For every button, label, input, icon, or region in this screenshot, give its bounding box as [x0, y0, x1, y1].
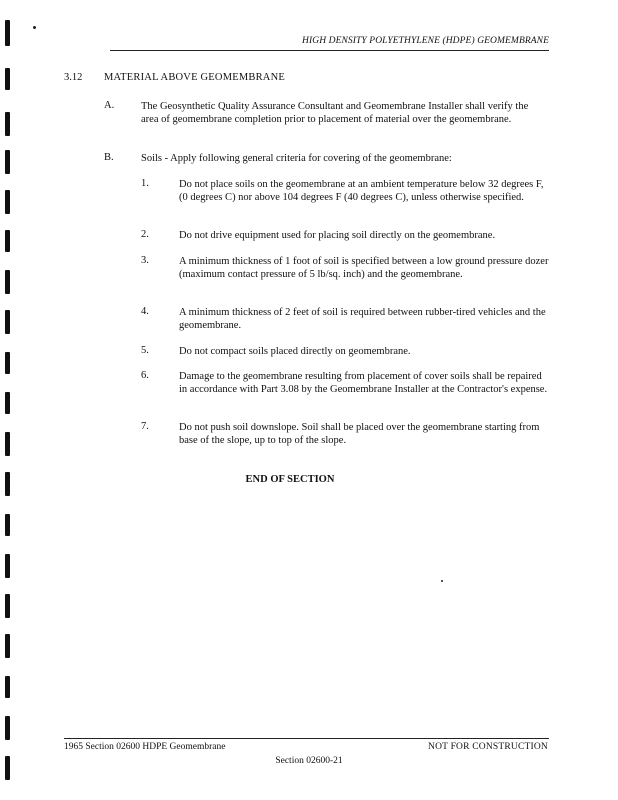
scan-speck [33, 26, 36, 29]
paragraph-label: B. [104, 152, 114, 163]
header-rule [110, 50, 549, 51]
binder-mark [5, 676, 10, 698]
binder-mark [5, 634, 10, 658]
list-item-text: Do not place soils on the geomembrane at an ambient temperature below 32 degrees F, (0 degrees C) nor above 104 degrees F (40 degrees C), unless otherwise specified. [179, 179, 544, 203]
binder-mark [5, 432, 10, 456]
section-number: 3.12 [64, 72, 83, 83]
binder-mark [5, 230, 10, 252]
page-number: Section 02600-21 [275, 756, 343, 766]
list-item-text: A minimum thickness of 1 foot of soil is specified between a low ground pressure dozer (maximum contact pressure of 5 lb/sq. inch) and the geomembrane. [179, 256, 549, 280]
end-of-section: END OF SECTION [245, 474, 335, 485]
list-item-text: Do not push soil downslope. Soil shall be placed over the geomembrane starting from base of the slope, up to top of the slope. [179, 422, 540, 446]
scan-speck [441, 580, 443, 582]
header-title: HIGH DENSITY POLYETHYLENE (HDPE) GEOMEMBRANE [302, 36, 549, 46]
binder-mark [5, 270, 10, 294]
footer-notice: NOT FOR CONSTRUCTION [428, 742, 548, 752]
binder-mark [5, 150, 10, 174]
list-item-number: 6. [141, 370, 149, 381]
list-item-text: Do not compact soils placed directly on geomembrane. [179, 346, 411, 357]
paragraph-text: The Geosynthetic Quality Assurance Consultant and Geomembrane Installer shall verify the area of geomembrane completion prior to placement of material over the geomembrane. [141, 101, 529, 125]
list-item-number: 7. [141, 421, 149, 432]
list-item-number: 2. [141, 229, 149, 240]
binder-mark [5, 68, 10, 90]
binder-mark [5, 554, 10, 578]
binder-mark [5, 20, 10, 46]
list-item-number: 1. [141, 178, 149, 189]
binder-mark [5, 514, 10, 536]
binder-mark [5, 392, 10, 414]
list-item-text: Do not drive equipment used for placing soil directly on the geomembrane. [179, 230, 496, 241]
binder-mark [5, 716, 10, 740]
binder-mark [5, 190, 10, 214]
list-item-text: Damage to the geomembrane resulting from placement of cover soils shall be repaired in accordance with Part 3.08 by the Geomembrane Installer at the Contractor's expense. [179, 371, 548, 395]
list-item-number: 3. [141, 255, 149, 266]
footer-rule [64, 738, 549, 739]
list-item-number: 4. [141, 306, 149, 317]
binder-mark [5, 310, 10, 334]
binder-mark [5, 352, 10, 374]
paragraph-label: A. [104, 100, 115, 111]
paragraph-text: Soils - Apply following general criteria for covering of the geomembrane: [141, 153, 452, 164]
section-title: MATERIAL ABOVE GEOMEMBRANE [104, 72, 285, 83]
list-item-number: 5. [141, 345, 149, 356]
list-item-text: A minimum thickness of 2 feet of soil is required between rubber-tired vehicles and the geomembrane. [179, 307, 546, 331]
binder-mark [5, 112, 10, 136]
binder-mark [5, 594, 10, 618]
footer-document-id: 1965 Section 02600 HDPE Geomembrane [64, 742, 226, 752]
